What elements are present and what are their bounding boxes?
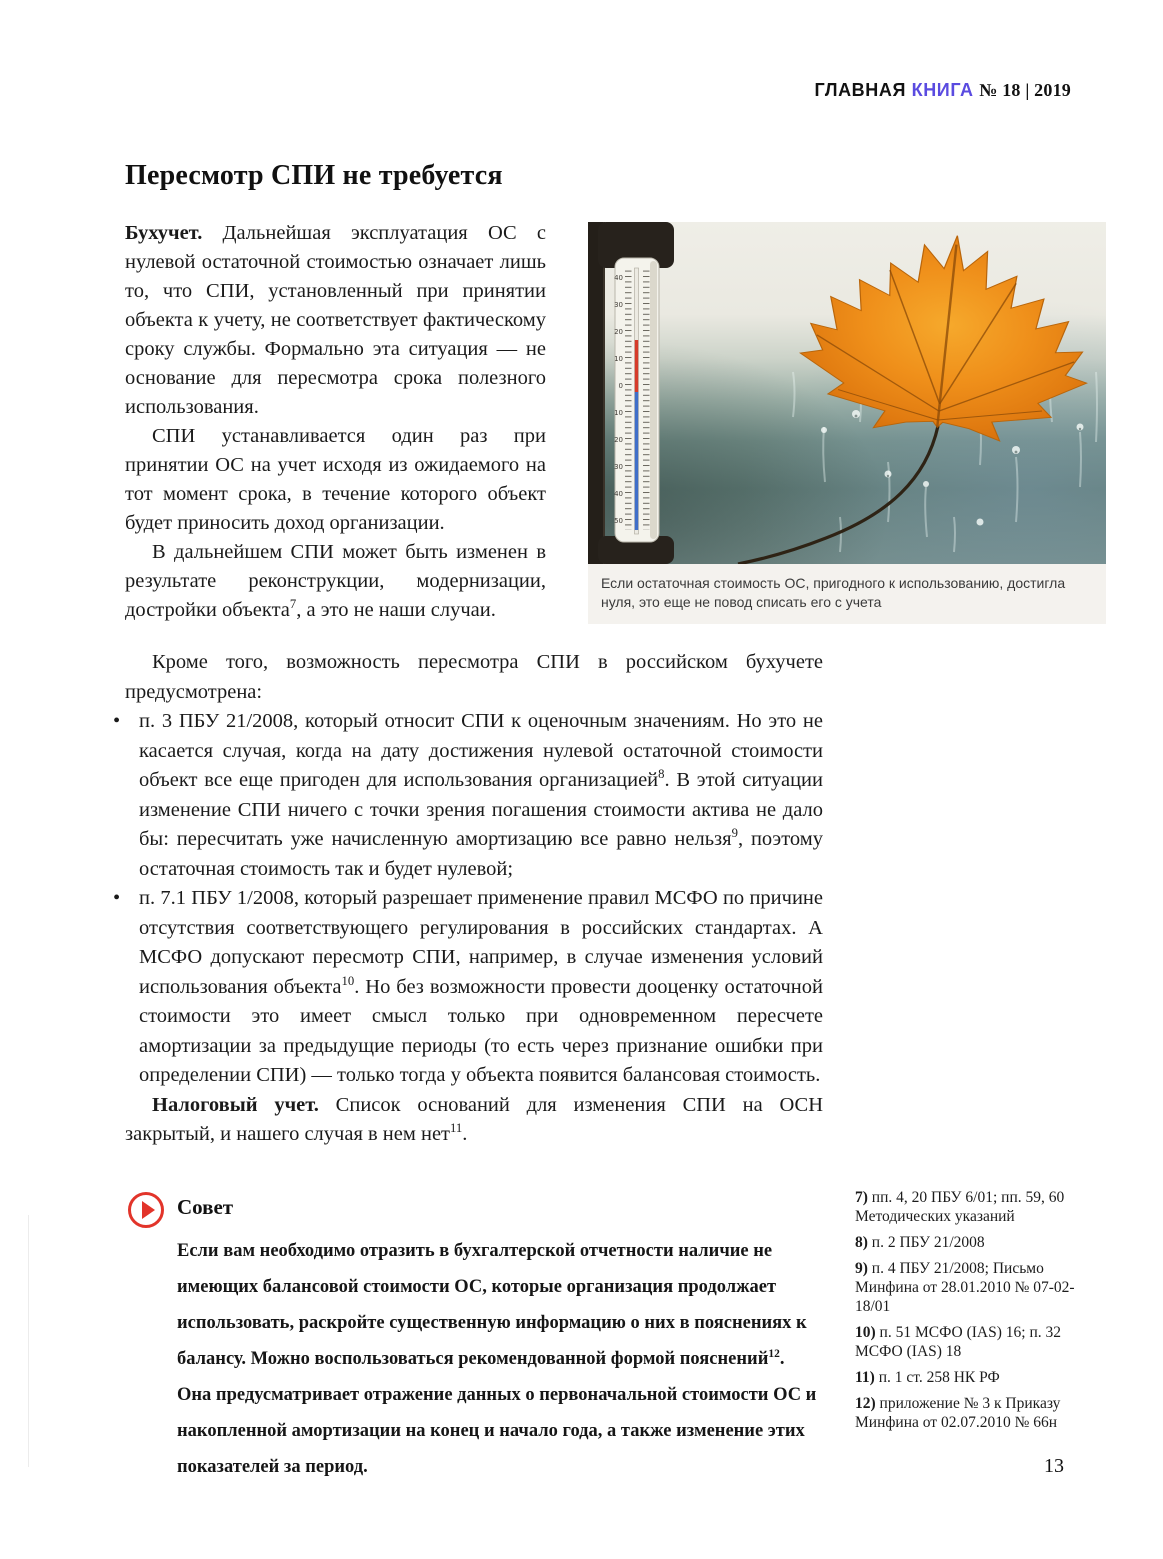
footnote: 11) п. 1 ст. 258 НК РФ bbox=[855, 1369, 1000, 1386]
tip-body: Если вам необходимо отразить в бухгалтерской отчетности наличие не имеющих балансовой стоимости ОС, которые организация продолжает использовать, раскройте существенную информацию о них в пояснениях к балансу. Можно воспользоваться рекомендованной формой пояснений$^{12}$. Она предусматривает отражение данных о первоначальной стоимости ОС и накопленной амортизации на конец и начало года, а также изменение этих показателей за период. bbox=[177, 1241, 817, 1477]
svg-text:10: 10 bbox=[614, 355, 623, 363]
magazine-header bbox=[814, 80, 1071, 101]
article-main-text bbox=[125, 648, 823, 1150]
tip-title: Совет bbox=[177, 1195, 234, 1219]
photo-caption: Если остаточная стоимость ОС, пригодного к использованию, достигла нуля, это еще не повод списать его с учета bbox=[588, 564, 1106, 624]
svg-text:30: 30 bbox=[614, 463, 623, 471]
bullet-paragraph: • п. 3 ПБУ 21/2008, который относит СПИ к оценочным значениям. Но это не касается случая, когда на дату достижения нулевой остаточной стоимости объект все еще пригоден для использования организацией$^8$. В этой ситуации изменение СПИ ничего с точки зрения погашения стоимости актива не дало бы: пересчитать уже начисленную амортизацию все равно нельзя$^9$, поэтому остаточная стоимость так и будет нулевой; bbox=[125, 707, 823, 884]
issue-number: № 18 | 2019 bbox=[979, 80, 1071, 100]
footnote: 12) приложение № 3 к Приказу Минфина от 02.07.2010 № 66н bbox=[855, 1395, 1061, 1431]
svg-text:10: 10 bbox=[614, 409, 623, 417]
paragraph: Налоговый учет. Список оснований для изменения СПИ на ОСН закрытый, и нашего случая в нем нет$^{11}$. bbox=[125, 1093, 823, 1145]
svg-text:0: 0 bbox=[618, 382, 623, 390]
svg-text:50: 50 bbox=[614, 517, 623, 525]
footnotes-list bbox=[855, 1188, 1083, 1439]
page-number: 13 bbox=[1044, 1455, 1064, 1477]
margin-rule bbox=[28, 1215, 29, 1467]
tip-block bbox=[128, 1190, 828, 1485]
play-icon bbox=[128, 1192, 164, 1228]
brand-name-first: ГЛАВНАЯ bbox=[814, 80, 907, 100]
brand-name-second: КНИГА bbox=[911, 80, 974, 100]
photo-illustration bbox=[588, 222, 1106, 564]
photo-leaf-on-rainy-window bbox=[588, 222, 1106, 564]
article-column-text bbox=[125, 219, 546, 625]
paragraph: В дальнейшем СПИ может быть изменен в результате реконструкции, модернизации, достройки объекта$^7$, а это не наши случаи. bbox=[125, 541, 546, 621]
page-title: Пересмотр СПИ не требуется bbox=[125, 160, 503, 191]
svg-text:30: 30 bbox=[614, 301, 623, 309]
footnote: 10) п. 51 МСФО (IAS) 16; п. 32 МСФО (IAS) 18 bbox=[855, 1324, 1061, 1360]
bullet-paragraph: • п. 7.1 ПБУ 1/2008, который разрешает применение правил МСФО по причине отсутствия соответствующего регулирования в российских стандартах. А МСФО допускают пересмотр СПИ, например, в случае изменения условий использования объекта$^{10}$. Но без возможности провести дооценку остаточной стоимости это имеет смысл только при одновременном пересчете амортизации за предыдущие периоды (то есть через признание ошибки при определении СПИ) — только тогда у объекта появится балансовая стоимость. bbox=[125, 884, 823, 1091]
paragraph: Кроме того, возможность пересмотра СПИ в российском бухучете предусмотрена: bbox=[125, 651, 823, 703]
svg-text:20: 20 bbox=[614, 436, 623, 444]
svg-text:40: 40 bbox=[614, 490, 623, 498]
footnote: 9) п. 4 ПБУ 21/2008; Письмо Минфина от 28.01.2010 № 07-02-18/01 bbox=[855, 1260, 1075, 1315]
paragraph: Бухучет. Дальнейшая эксплуатация ОС с нулевой остаточной стоимостью означает лишь то, что СПИ, установленный при принятии объекта к учету, не соответствует фактическому сроку службы. Формально эта ситуация — не основание для пересмотра срока полезного использования. bbox=[125, 222, 546, 418]
footnote: 7) пп. 4, 20 ПБУ 6/01; пп. 59, 60 Методических указаний bbox=[855, 1189, 1065, 1225]
svg-text:20: 20 bbox=[614, 328, 623, 336]
paragraph: СПИ устанавливается один раз при принятии ОС на учет исходя из ожидаемого на тот момент срока, в течение которого объект будет приносить доход организации. bbox=[125, 425, 546, 534]
svg-text:40: 40 bbox=[614, 274, 623, 282]
footnote: 8) п. 2 ПБУ 21/2008 bbox=[855, 1234, 985, 1251]
